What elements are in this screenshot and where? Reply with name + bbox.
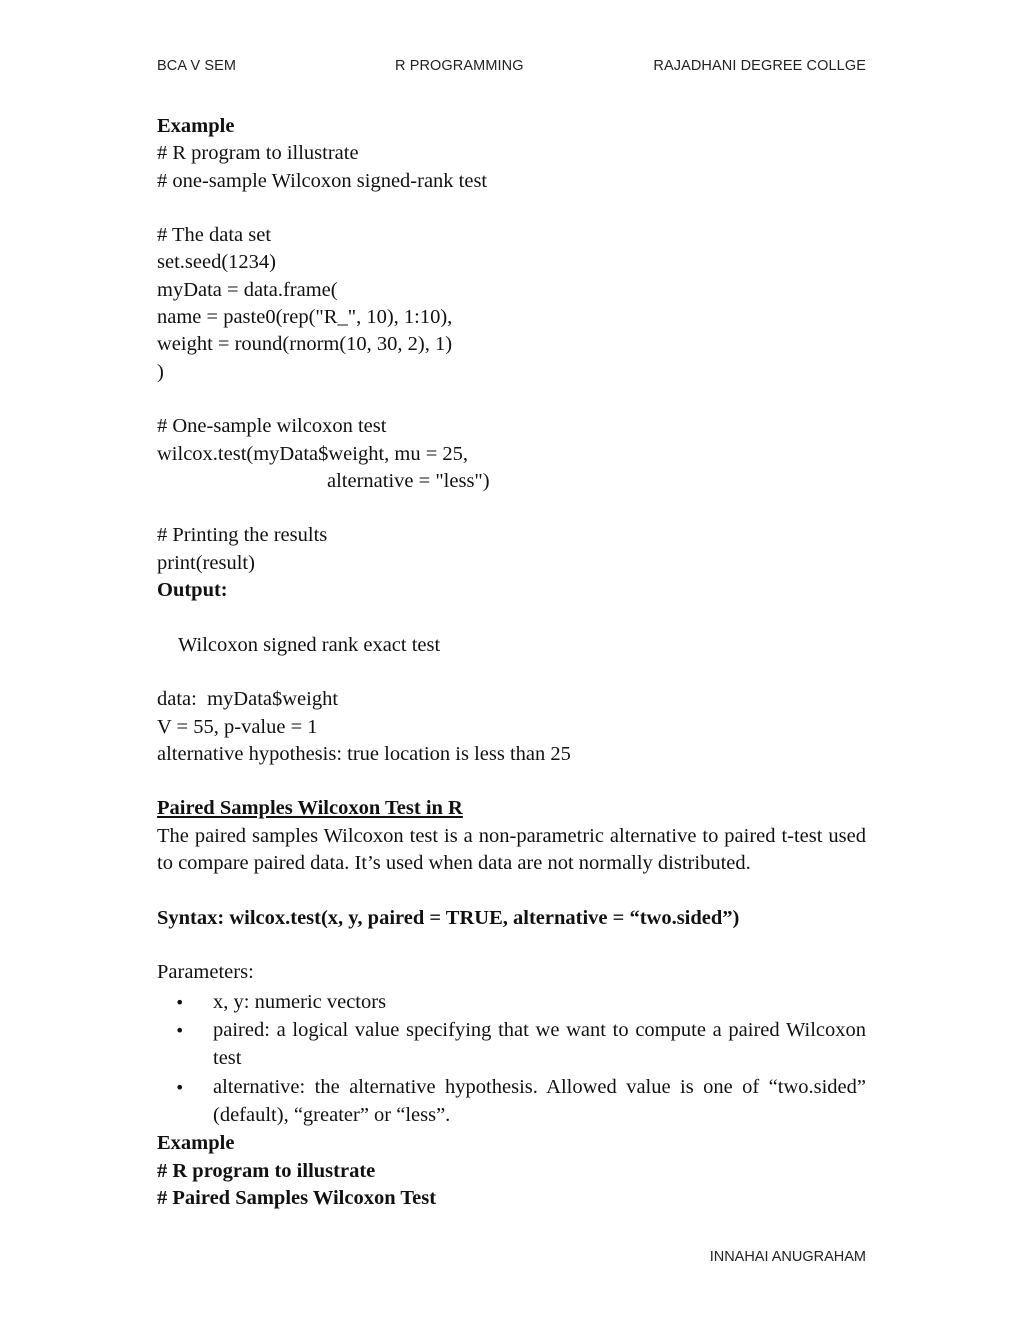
code-line: myData = data.frame( [157,278,338,301]
output-line: data: myData$weight [157,688,339,711]
code-line: # R program to illustrate [157,142,359,165]
footer-author: INNAHAI ANUGRAHAM [709,1249,866,1265]
parameter-item [157,1074,866,1130]
bullet-icon: • [175,992,185,1012]
header-course: BCA V SEM [157,58,237,74]
output-line: V = 55, p-value = 1 [157,715,318,738]
spacer [157,932,866,959]
code-line: # Printing the results [157,524,328,547]
output-line: alternative hypothesis: true location is less than 25 [157,742,571,765]
code-block [157,140,866,577]
parameter-text: paired: a logical value specifying that we want to compute a paired Wilcoxon test [213,1019,866,1070]
bullet-icon: • [175,1077,185,1097]
parameter-item [157,989,866,1017]
syntax-line: Syntax: wilcox.test(x, y, paired = TRUE, alternative = “two.sided”) [157,906,740,929]
code-line: # One-sample wilcoxon test [157,415,387,438]
code-comment: # Paired Samples Wilcoxon Test [157,1187,437,1210]
output-title: Wilcoxon signed rank exact test [178,633,441,656]
code-line [157,195,866,222]
code-line: # one-sample Wilcoxon signed-rank test [157,169,488,192]
parameters-list [157,989,866,1130]
code-line: ) [157,360,164,383]
parameter-text: x, y: numeric vectors [213,990,387,1013]
parameter-text: alternative: the alternative hypothesis. Allowed value is one of “two.sided” (default), “greater” or “less”. [213,1075,866,1126]
code-line [157,495,866,522]
example-heading: Example [157,1132,235,1155]
bullet-icon: • [175,1021,185,1041]
code-comment: # R program to illustrate [157,1159,376,1182]
section-title: Paired Samples Wilcoxon Test in R [157,797,463,820]
header-subject: R PROGRAMMING [395,58,524,74]
output-label: Output: [157,579,228,602]
code-line: print(result) [157,551,255,574]
page-content [157,113,866,1212]
section-description: The paired samples Wilcoxon test is a non-parametric alternative to paired t-test used to compare paired data. It’s used when data are not normally distributed. [157,824,866,875]
code-line: # The data set [157,224,272,247]
code-line [157,386,866,413]
spacer [157,604,866,631]
code-line: weight = round(rnorm(10, 30, 2), 1) [157,333,453,356]
code-line-indented: alternative = "less") [327,469,490,492]
parameter-item [157,1017,866,1073]
code-line: name = paste0(rep("R_", 10), 1:10), [157,306,453,329]
spacer [157,659,866,686]
parameters-label: Parameters: [157,961,254,984]
spacer [157,877,866,904]
code-line: set.seed(1234) [157,251,276,274]
spacer [157,768,866,795]
header-college: RAJADHANI DEGREE COLLGE [653,58,866,74]
example-heading: Example [157,115,235,137]
code-line: wilcox.test(myData$weight, mu = 25, [157,442,469,465]
